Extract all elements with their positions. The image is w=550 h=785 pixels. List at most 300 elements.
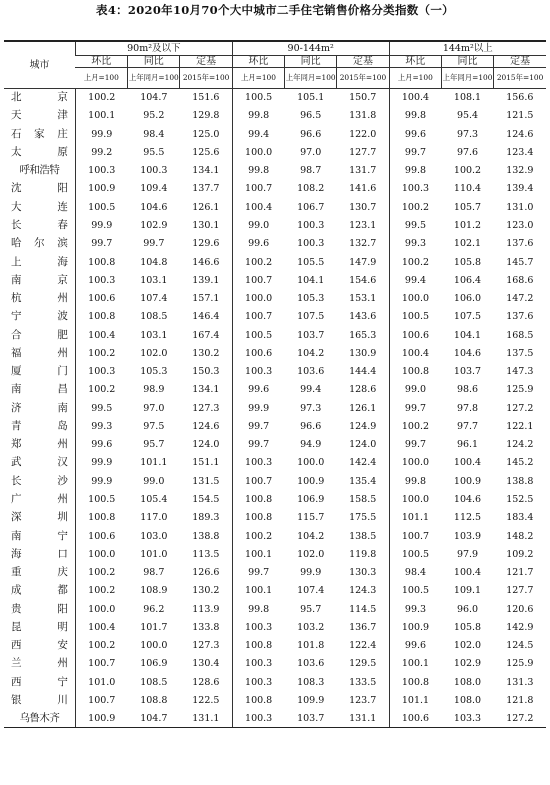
index-value: 105.3 — [297, 293, 325, 305]
index-value: 99.6 — [75, 436, 127, 454]
index-value: 130.2 — [192, 585, 220, 597]
index-value: 99.9 — [75, 454, 127, 472]
index-value: 102.1 — [453, 238, 482, 250]
index-value: 100.2 — [453, 165, 482, 177]
index-value: 100.5 — [75, 490, 127, 508]
index-value: 103.7 — [297, 329, 325, 341]
index-value: 115.7 — [297, 512, 325, 524]
index-value: 100.4 — [453, 567, 482, 579]
index-value: 124.6 — [506, 128, 534, 140]
city-name: 深圳 — [11, 511, 68, 524]
index-value: 113.9 — [192, 603, 220, 615]
index-value: 120.6 — [506, 603, 534, 615]
index-value: 100.9 — [75, 710, 127, 728]
index-value: 99.9 — [75, 125, 127, 143]
index-value: 105.7 — [453, 201, 482, 213]
index-value: 102.9 — [140, 219, 168, 231]
index-value: 99.9 — [75, 472, 127, 490]
city-name: 成都 — [11, 584, 68, 597]
index-value: 122.1 — [506, 420, 534, 432]
index-value: 127.2 — [506, 402, 534, 414]
index-value: 109.4 — [140, 183, 168, 195]
index-value: 95.5 — [143, 146, 165, 158]
index-value: 101.1 — [140, 457, 168, 469]
index-value: 100.6 — [232, 344, 284, 362]
city-name: 合肥 — [11, 328, 68, 341]
index-value: 108.1 — [453, 92, 482, 104]
index-value: 97.3 — [456, 128, 479, 140]
table-row — [4, 710, 546, 728]
index-value: 99.8 — [232, 600, 284, 618]
index-value: 106.4 — [453, 274, 482, 286]
index-value: 147.9 — [349, 256, 377, 268]
city-name: 杭州 — [11, 292, 68, 305]
index-value: 100.4 — [389, 89, 441, 107]
index-value: 134.1 — [192, 165, 220, 177]
index-value: 101.0 — [140, 548, 168, 560]
sub-column-header: 同比 — [285, 56, 337, 68]
index-value: 126.1 — [349, 402, 377, 414]
index-value: 108.5 — [140, 676, 168, 688]
index-value: 100.8 — [232, 509, 284, 527]
index-value: 138.8 — [506, 475, 534, 487]
table-row — [4, 271, 546, 289]
index-value: 97.9 — [456, 548, 479, 560]
index-value: 145.7 — [506, 256, 534, 268]
index-value: 100.3 — [232, 710, 284, 728]
sub-column-header: 环比 — [389, 56, 441, 68]
index-value: 100.4 — [75, 326, 127, 344]
index-value: 106.7 — [297, 201, 325, 213]
base-period-header: 2015年=100 — [494, 68, 546, 89]
index-value: 108.8 — [140, 694, 168, 706]
index-value: 131.3 — [506, 676, 534, 688]
index-value: 109.1 — [453, 585, 482, 597]
index-value: 99.0 — [389, 381, 441, 399]
index-value: 99.5 — [75, 399, 127, 417]
index-value: 125.0 — [192, 128, 220, 140]
index-value: 95.7 — [300, 603, 322, 615]
index-value: 99.7 — [143, 238, 165, 250]
index-value: 107.5 — [453, 311, 482, 323]
index-value: 108.0 — [453, 694, 482, 706]
index-value: 103.0 — [140, 530, 168, 542]
city-name: 重庆 — [11, 566, 68, 579]
index-value: 99.7 — [389, 143, 441, 161]
index-value: 100.0 — [232, 289, 284, 307]
base-header-row — [4, 68, 546, 89]
index-value: 97.8 — [456, 402, 479, 414]
table-row — [4, 490, 546, 508]
index-value: 130.7 — [349, 201, 377, 213]
index-value: 100.5 — [389, 582, 441, 600]
group-header-144-above: 144m²以上 — [389, 41, 546, 56]
index-value: 100.7 — [389, 527, 441, 545]
table-row — [4, 472, 546, 490]
index-value: 133.5 — [349, 676, 377, 688]
index-value: 146.4 — [192, 311, 220, 323]
table-row — [4, 691, 546, 709]
index-value: 100.3 — [232, 673, 284, 691]
index-value: 94.9 — [300, 439, 322, 451]
group-header-90-and-below: 90m²及以下 — [75, 41, 232, 56]
city-name: 长沙 — [11, 474, 68, 487]
index-value: 145.2 — [506, 457, 534, 469]
index-value: 100.9 — [453, 475, 482, 487]
base-period-header: 上月=100 — [389, 68, 441, 89]
index-value: 167.4 — [192, 329, 220, 341]
index-value: 103.1 — [140, 274, 168, 286]
city-name: 郑州 — [11, 438, 68, 451]
index-value: 104.7 — [128, 710, 180, 728]
city-name: 长春 — [11, 218, 68, 231]
index-value: 147.3 — [506, 366, 534, 378]
index-value: 97.0 — [143, 402, 165, 414]
index-value: 133.8 — [192, 621, 220, 633]
index-value: 121.8 — [506, 694, 534, 706]
city-name: 南宁 — [11, 529, 68, 542]
city-name: 沈阳 — [11, 182, 68, 195]
index-value: 104.6 — [140, 201, 168, 213]
index-value: 100.3 — [75, 362, 127, 380]
price-index-table — [4, 40, 546, 728]
table-title: 表4：2020年10月70个大中城市二手住宅销售价格分类指数（一） — [96, 3, 454, 17]
table-row — [4, 143, 546, 161]
index-value: 99.4 — [232, 125, 284, 143]
index-value: 122.0 — [349, 128, 377, 140]
index-value: 100.7 — [232, 308, 284, 326]
index-value: 137.7 — [192, 183, 220, 195]
index-value: 100.7 — [75, 655, 127, 673]
index-value: 126.1 — [192, 201, 220, 213]
index-value: 100.3 — [232, 655, 284, 673]
city-name: 济南 — [11, 401, 68, 414]
sub-column-header: 环比 — [75, 56, 127, 68]
index-value: 128.6 — [192, 676, 220, 688]
city-name: 南昌 — [11, 383, 68, 396]
index-value: 129.6 — [192, 238, 220, 250]
index-value: 141.6 — [349, 183, 377, 195]
table-row — [4, 673, 546, 691]
city-name: 海口 — [11, 547, 68, 560]
index-value: 99.8 — [389, 472, 441, 490]
index-value: 119.8 — [349, 548, 377, 560]
index-value: 98.6 — [456, 384, 479, 396]
index-value: 151.1 — [192, 457, 220, 469]
index-value: 131.1 — [337, 710, 389, 728]
index-value: 99.4 — [389, 271, 441, 289]
index-value: 100.1 — [232, 545, 284, 563]
index-value: 121.7 — [506, 567, 534, 579]
index-value: 104.7 — [140, 92, 168, 104]
index-value: 100.8 — [389, 673, 441, 691]
index-value: 129.5 — [349, 658, 377, 670]
index-value: 110.4 — [453, 183, 482, 195]
index-value: 100.8 — [75, 308, 127, 326]
index-value: 175.5 — [349, 512, 377, 524]
base-period-header: 2015年=100 — [180, 68, 232, 89]
index-value: 96.0 — [456, 603, 479, 615]
index-value: 104.2 — [297, 347, 325, 359]
index-value: 168.6 — [506, 274, 534, 286]
city-name: 贵阳 — [11, 602, 68, 615]
index-value: 103.7 — [285, 710, 337, 728]
index-value: 102.9 — [453, 658, 482, 670]
index-value: 99.8 — [232, 107, 284, 125]
index-value: 97.6 — [456, 146, 479, 158]
city-name: 西宁 — [11, 675, 68, 688]
index-value: 125.9 — [506, 658, 534, 670]
index-value: 136.7 — [349, 621, 377, 633]
table-row — [4, 417, 546, 435]
index-value: 124.0 — [349, 439, 377, 451]
index-value: 125.9 — [506, 384, 534, 396]
index-value: 100.4 — [453, 457, 482, 469]
sub-column-header-row — [4, 56, 546, 68]
index-value: 98.7 — [143, 567, 165, 579]
base-period-header: 上年同月=100 — [285, 68, 337, 89]
index-value: 108.9 — [140, 585, 168, 597]
index-value: 100.6 — [75, 527, 127, 545]
index-value: 105.8 — [453, 256, 482, 268]
index-value: 152.5 — [506, 493, 534, 505]
city-name: 呼和浩特 — [19, 164, 60, 177]
index-value: 131.0 — [506, 201, 534, 213]
index-value: 100.6 — [389, 326, 441, 344]
index-value: 101.1 — [389, 691, 441, 709]
index-value: 125.6 — [192, 146, 220, 158]
city-name: 乌鲁木齐 — [4, 710, 75, 728]
index-value: 100.2 — [75, 582, 127, 600]
index-value: 124.9 — [349, 420, 377, 432]
table-row — [4, 180, 546, 198]
index-value: 100.3 — [140, 165, 168, 177]
index-value: 100.2 — [75, 636, 127, 654]
city-name: 宁波 — [11, 310, 68, 323]
table-row — [4, 216, 546, 234]
index-value: 100.1 — [389, 655, 441, 673]
index-value: 103.6 — [297, 366, 325, 378]
index-value: 100.8 — [232, 636, 284, 654]
index-value: 99.0 — [232, 216, 284, 234]
index-value: 97.7 — [456, 420, 479, 432]
index-value: 130.1 — [192, 219, 220, 231]
index-value: 147.2 — [506, 293, 534, 305]
index-value: 99.6 — [389, 125, 441, 143]
index-value: 101.8 — [297, 640, 325, 652]
index-value: 142.4 — [349, 457, 377, 469]
index-value: 123.1 — [349, 219, 377, 231]
index-value: 183.4 — [506, 512, 534, 524]
index-value: 100.0 — [75, 600, 127, 618]
sub-column-header: 定基 — [494, 56, 546, 68]
table-row — [4, 381, 546, 399]
index-value: 108.3 — [297, 676, 325, 688]
index-value: 98.4 — [389, 563, 441, 581]
index-value: 97.0 — [300, 146, 322, 158]
index-value: 100.8 — [232, 691, 284, 709]
index-value: 100.0 — [297, 457, 325, 469]
table-row — [4, 162, 546, 180]
table-row — [4, 399, 546, 417]
table-row — [4, 362, 546, 380]
base-period-header: 上月=100 — [75, 68, 127, 89]
index-value: 104.2 — [297, 530, 325, 542]
index-value: 127.2 — [494, 710, 546, 728]
index-value: 100.9 — [389, 618, 441, 636]
index-value: 96.2 — [143, 603, 165, 615]
index-value: 108.0 — [453, 676, 482, 688]
index-value: 154.6 — [349, 274, 377, 286]
index-value: 106.9 — [297, 493, 325, 505]
index-value: 102.0 — [453, 640, 482, 652]
index-value: 158.5 — [349, 493, 377, 505]
index-value: 100.2 — [75, 344, 127, 362]
index-value: 109.9 — [297, 694, 325, 706]
city-name: 兰州 — [11, 657, 68, 670]
index-value: 101.0 — [75, 673, 127, 691]
index-value: 130.2 — [192, 347, 220, 359]
index-value: 100.8 — [75, 509, 127, 527]
index-value: 107.5 — [297, 311, 325, 323]
city-name: 天津 — [11, 109, 68, 122]
table-row — [4, 509, 546, 527]
index-value: 157.1 — [192, 293, 220, 305]
index-value: 106.9 — [140, 658, 168, 670]
index-value: 99.3 — [75, 417, 127, 435]
index-value: 104.8 — [140, 256, 168, 268]
sub-column-header: 同比 — [128, 56, 180, 68]
index-value: 151.6 — [192, 92, 220, 104]
index-value: 124.2 — [506, 439, 534, 451]
index-value: 104.6 — [453, 347, 482, 359]
index-value: 123.4 — [506, 146, 534, 158]
index-value: 97.3 — [300, 402, 322, 414]
index-value: 99.6 — [232, 235, 284, 253]
index-value: 99.7 — [232, 436, 284, 454]
index-value: 132.9 — [506, 165, 534, 177]
index-value: 98.4 — [143, 128, 165, 140]
index-value: 103.9 — [453, 530, 482, 542]
index-value: 100.9 — [297, 475, 325, 487]
index-value: 105.8 — [453, 621, 482, 633]
index-value: 168.5 — [506, 329, 534, 341]
table-row — [4, 107, 546, 125]
index-value: 130.4 — [192, 658, 220, 670]
index-value: 131.1 — [180, 710, 232, 728]
index-value: 105.5 — [297, 256, 325, 268]
index-value: 100.3 — [75, 162, 127, 180]
index-value: 100.3 — [232, 454, 284, 472]
index-value: 137.6 — [506, 238, 534, 250]
city-name: 福州 — [11, 346, 68, 359]
index-value: 100.3 — [297, 238, 325, 250]
table-row — [4, 326, 546, 344]
index-value: 99.9 — [300, 567, 322, 579]
base-period-header: 上年同月=100 — [441, 68, 493, 89]
table-header — [4, 41, 546, 89]
index-value: 100.0 — [140, 640, 168, 652]
index-value: 117.0 — [140, 512, 168, 524]
index-value: 146.6 — [192, 256, 220, 268]
table-row — [4, 527, 546, 545]
city-name: 上海 — [11, 255, 68, 268]
index-value: 126.6 — [192, 567, 220, 579]
index-value: 100.2 — [389, 198, 441, 216]
index-value: 139.4 — [506, 183, 534, 195]
index-value: 99.7 — [389, 436, 441, 454]
index-value: 99.8 — [389, 162, 441, 180]
index-value: 99.4 — [300, 384, 322, 396]
index-value: 105.1 — [297, 92, 325, 104]
index-value: 103.7 — [453, 366, 482, 378]
city-name: 太原 — [11, 145, 68, 158]
index-value: 100.0 — [389, 289, 441, 307]
index-value: 100.8 — [75, 253, 127, 271]
index-value: 103.2 — [297, 621, 325, 633]
index-value: 100.2 — [75, 89, 127, 107]
sub-column-header: 同比 — [441, 56, 493, 68]
index-value: 114.5 — [349, 603, 377, 615]
index-value: 104.1 — [453, 329, 482, 341]
index-value: 96.6 — [300, 420, 322, 432]
index-value: 104.6 — [453, 493, 482, 505]
index-value: 102.0 — [140, 347, 168, 359]
index-value: 112.5 — [453, 512, 482, 524]
index-value: 154.5 — [192, 493, 220, 505]
index-value: 99.7 — [389, 399, 441, 417]
index-value: 98.7 — [300, 165, 322, 177]
index-value: 144.4 — [349, 366, 377, 378]
index-value: 100.1 — [232, 582, 284, 600]
index-value: 100.3 — [297, 219, 325, 231]
index-value: 99.2 — [75, 143, 127, 161]
index-value: 100.0 — [232, 143, 284, 161]
table-row — [4, 582, 546, 600]
index-value: 100.2 — [389, 417, 441, 435]
index-value: 127.7 — [349, 146, 377, 158]
group-header-90-144: 90-144m² — [232, 41, 389, 56]
table-row — [4, 563, 546, 581]
index-value: 124.3 — [349, 585, 377, 597]
index-value: 142.9 — [506, 621, 534, 633]
index-value: 100.7 — [232, 271, 284, 289]
index-value: 100.5 — [232, 89, 284, 107]
index-value: 96.1 — [456, 439, 479, 451]
table-row — [4, 454, 546, 472]
index-value: 100.1 — [75, 107, 127, 125]
index-value: 95.4 — [456, 110, 479, 122]
index-value: 121.5 — [506, 110, 534, 122]
index-value: 100.2 — [75, 381, 127, 399]
index-value: 107.4 — [140, 293, 168, 305]
index-value: 100.3 — [232, 618, 284, 636]
index-value: 99.0 — [143, 475, 165, 487]
index-value: 109.2 — [506, 548, 534, 560]
index-value: 100.5 — [389, 308, 441, 326]
index-value: 107.4 — [297, 585, 325, 597]
index-value: 96.6 — [300, 128, 322, 140]
index-value: 156.6 — [506, 92, 534, 104]
index-value: 100.7 — [75, 691, 127, 709]
index-value: 137.6 — [506, 311, 534, 323]
index-value: 99.7 — [232, 417, 284, 435]
index-value: 100.2 — [232, 253, 284, 271]
index-value: 103.3 — [441, 710, 493, 728]
index-value: 100.2 — [232, 527, 284, 545]
index-value: 124.5 — [506, 640, 534, 652]
city-column-header: 城市 — [4, 41, 75, 89]
